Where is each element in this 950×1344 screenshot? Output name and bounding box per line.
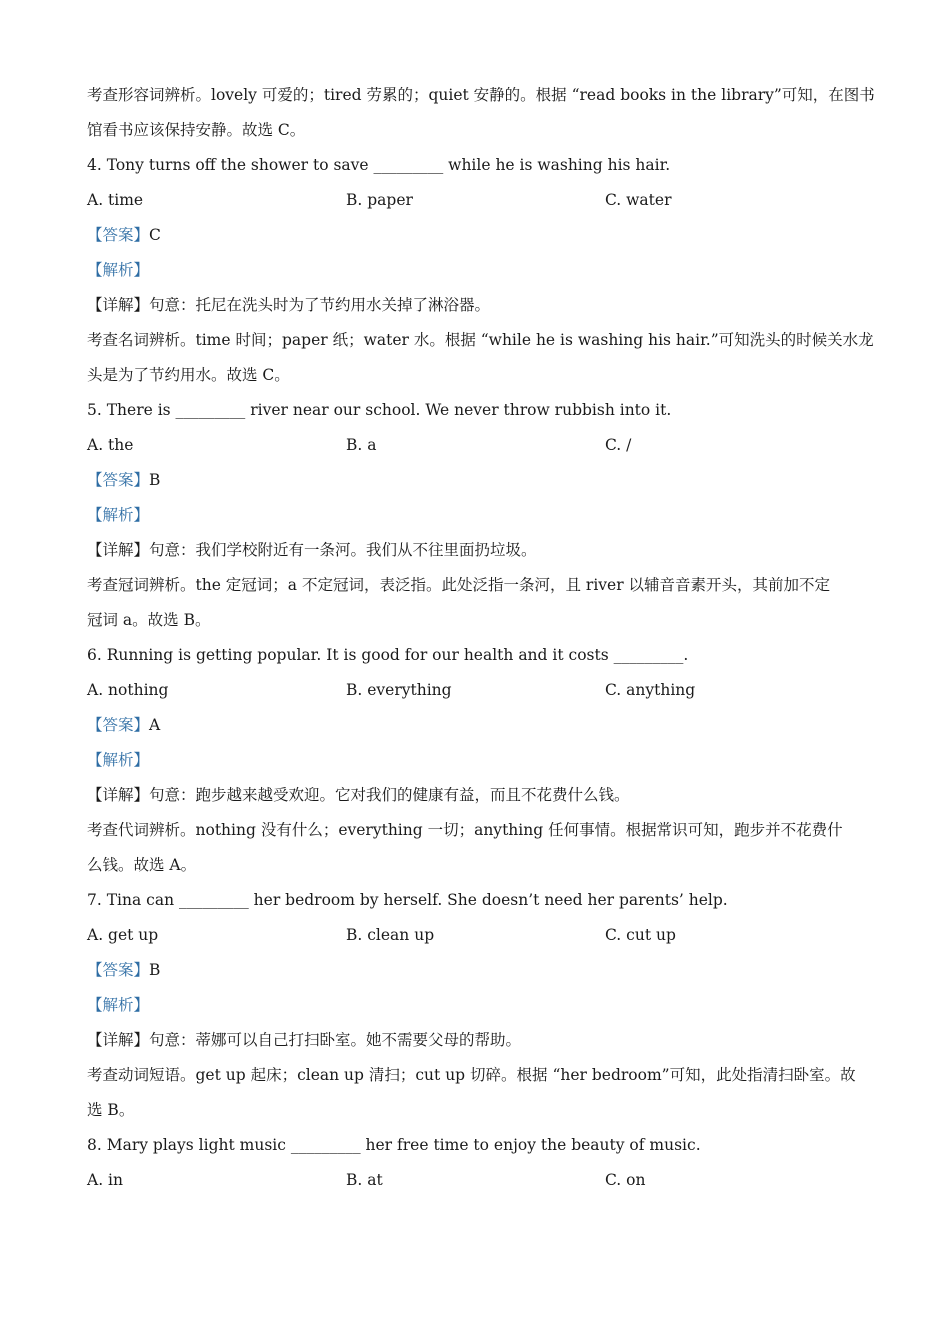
detail-text: 句意：托尼在洗头时为了节约用水关掉了淋浴器。 (149, 296, 491, 314)
detail-line (87, 288, 867, 323)
analysis-tag: 【解析】 (87, 506, 150, 524)
option-a: A. time (87, 191, 144, 209)
option-a: A. nothing (87, 681, 169, 699)
question-stem: 7. Tina can _________ her bedroom by herself. She doesn’t need her parents’ help. (87, 891, 728, 909)
explain-line-1: 考查动词短语。get up 起床；clean up 清扫；cut up 切碎。根据 “her bedroom”可知，此处指清扫卧室。故 (87, 1066, 856, 1084)
answer-value: B (149, 961, 161, 979)
detail-tag: 【详解】 (87, 786, 150, 804)
explain-line-1: 考查名词辨析。time 时间；paper 纸；water 水。根据 “while he is washing his hair.”可知洗头的时候关水龙 (87, 331, 874, 349)
analysis-line (87, 253, 867, 288)
detail-text: 句意：蒂娜可以自己打扫卧室。她不需要父母的帮助。 (149, 1031, 522, 1049)
option-a: A. get up (87, 926, 159, 944)
analysis-line (87, 498, 867, 533)
option-b: B. a (346, 436, 377, 454)
explain-line-2: 头是为了节约用水。故选 C。 (87, 366, 290, 384)
question-6 (87, 638, 867, 883)
option-b: B. clean up (346, 926, 435, 944)
option-b: B. everything (346, 681, 452, 699)
question-stem: 4. Tony turns off the shower to save _________ while he is washing his hair. (87, 156, 671, 174)
analysis-tag: 【解析】 (87, 751, 150, 769)
question-stem: 8. Mary plays light music _________ her free time to enjoy the beauty of music. (87, 1136, 701, 1154)
analysis-line (87, 988, 867, 1023)
detail-text: 句意：跑步越来越受欢迎。它对我们的健康有益，而且不花费什么钱。 (149, 786, 630, 804)
option-c: C. water (605, 191, 672, 209)
option-c: C. anything (605, 681, 696, 699)
answer-line (87, 463, 867, 498)
answer-line (87, 708, 867, 743)
explain-line-2: 选 B。 (87, 1101, 135, 1119)
options-row (87, 183, 867, 218)
answer-tag: 【答案】 (87, 961, 150, 979)
detail-line (87, 778, 867, 813)
question-5 (87, 393, 867, 638)
question-4 (87, 148, 874, 393)
answer-tag: 【答案】 (87, 716, 150, 734)
explain-line-1: 考查冠词辨析。the 定冠词；a 不定冠词，表泛指。此处泛指一条河，且 river 以辅音音素开头，其前加不定 (87, 576, 831, 594)
detail-text: 句意：我们学校附近有一条河。我们从不往里面扔垃圾。 (149, 541, 537, 559)
intro-line-1: 考查形容词辨析。lovely 可爱的；tired 劳累的；quiet 安静的。根据 “read books in the library”可知，在图书 (87, 86, 875, 104)
options-row (87, 428, 867, 463)
options-row (87, 1163, 867, 1198)
answer-tag: 【答案】 (87, 226, 150, 244)
answer-value: C (149, 226, 161, 244)
document-page (87, 78, 875, 1198)
question-7 (87, 883, 867, 1128)
detail-tag: 【详解】 (87, 1031, 150, 1049)
question-8 (87, 1128, 867, 1198)
analysis-line (87, 743, 867, 778)
question-stem: 5. There is _________ river near our school. We never throw rubbish into it. (87, 401, 672, 419)
option-c: C. on (605, 1171, 646, 1189)
detail-line (87, 533, 867, 568)
options-row (87, 918, 867, 953)
detail-line (87, 1023, 867, 1058)
answer-line (87, 953, 867, 988)
analysis-tag: 【解析】 (87, 996, 150, 1014)
option-a: A. the (87, 436, 134, 454)
detail-tag: 【详解】 (87, 296, 150, 314)
intro-line-2: 馆看书应该保持安静。故选 C。 (87, 121, 306, 139)
option-a: A. in (87, 1171, 123, 1189)
option-c: C. cut up (605, 926, 676, 944)
question-stem: 6. Running is getting popular. It is good for our health and it costs _________. (87, 646, 689, 664)
options-row (87, 673, 867, 708)
detail-tag: 【详解】 (87, 541, 150, 559)
answer-tag: 【答案】 (87, 471, 150, 489)
explain-line-1: 考查代词辨析。nothing 没有什么；everything 一切；anything 任何事情。根据常识可知，跑步并不花费什 (87, 821, 843, 839)
answer-value: B (149, 471, 161, 489)
analysis-tag: 【解析】 (87, 261, 150, 279)
option-c: C. / (605, 436, 632, 454)
explain-line-2: 冠词 a。故选 B。 (87, 611, 211, 629)
option-b: B. paper (346, 191, 413, 209)
answer-value: A (149, 716, 161, 734)
option-b: B. at (346, 1171, 383, 1189)
answer-line (87, 218, 867, 253)
explain-line-2: 么钱。故选 A。 (87, 856, 197, 874)
